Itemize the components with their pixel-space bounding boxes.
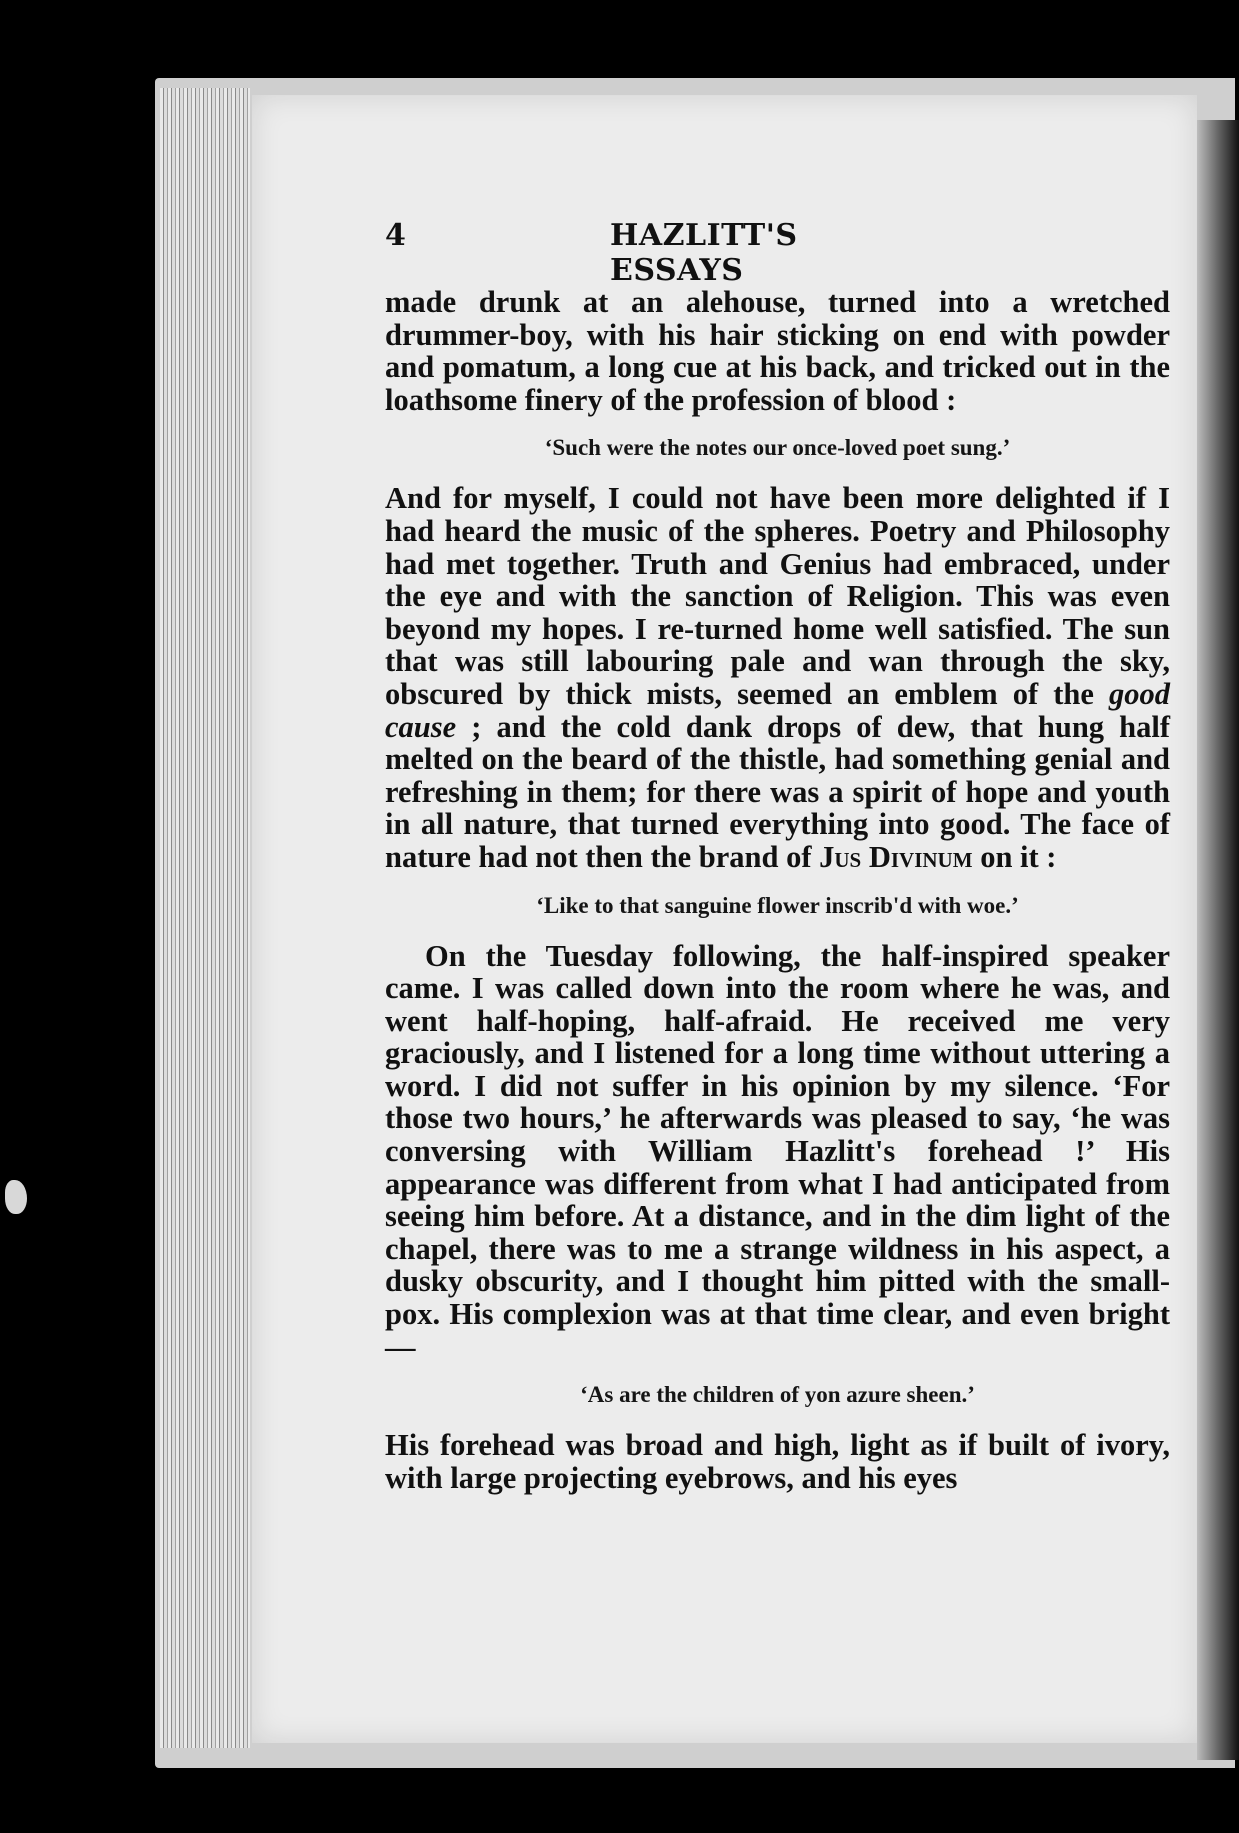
paragraph-3: On the Tuesday following, the half-inspired speaker came. I was called down into the room where he was, and went half-hoping, half-afraid. He received me very graciously, and I listened for a long time without uttering a word. I did not suffer in his opinion by my silence. ‘For those two hours,’ he afterwards was pleased to say, ‘he was conversing with William Hazlitt's forehead !’ His appearance was different from what I had anticipated from seeing him before. At a distance, and in the dim light of the chapel, there was to me a strange wildness in his aspect, a dusky obscurity, and I thought him pitted with the small-pox. His complexion was at that time clear, and even bright— xyxy=(385,938,1170,1364)
scan-speck xyxy=(5,1180,27,1214)
quotation-3: ‘As are the children of yon azure sheen.’ xyxy=(580,1382,975,1408)
page-number: 4 xyxy=(385,218,407,253)
paragraph-4: His forehead was broad and high, light as if built of ivory, with large projecting eyebrows, and his eyes xyxy=(385,1428,1170,1495)
paragraph-2-text-b: ; and the cold dank drops of dew, that hung half melted on the beard of the thistle, had something genial and refreshing in them; for there was a spirit of hope and youth in all nature, that turned everything into good. The face of nature had not then the brand of xyxy=(385,709,1170,874)
paragraph-2 xyxy=(385,482,1170,873)
jus-divinum: Jus Divinum xyxy=(819,839,973,874)
page-edges xyxy=(160,88,250,1748)
page-text xyxy=(385,286,1170,1494)
quotation-2: ‘Like to that sanguine flower inscrib'd with woe.’ xyxy=(536,892,1019,918)
paragraph-2-text-a: And for myself, I could not have been more delighted if I had heard the music of the spheres. Poetry and Philosophy had met together. Truth and Genius had embraced, under the eye and with the sanction of Religion. This was even beyond my hopes. I re-turned home well satisfied. The sun that was still labouring pale and wan through the sky, obscured by thick mists, seemed an emblem of the xyxy=(385,481,1170,711)
running-title: HAZLITT'S ESSAYS xyxy=(610,218,798,288)
page-rim xyxy=(1197,120,1239,1760)
quotation-1: ‘Such were the notes our once-loved poet sung.’ xyxy=(544,435,1011,461)
emphasis-good-cause: good cause xyxy=(385,676,1170,744)
paragraph-2-text-c: on it : xyxy=(972,839,1057,874)
paragraph-1: made drunk at an alehouse, turned into a wretched drummer-boy, with his hair sticking on end with powder and pomatum, a long cue at his back, and tricked out in the loathsome finery of the profession of blood : xyxy=(385,285,1170,417)
